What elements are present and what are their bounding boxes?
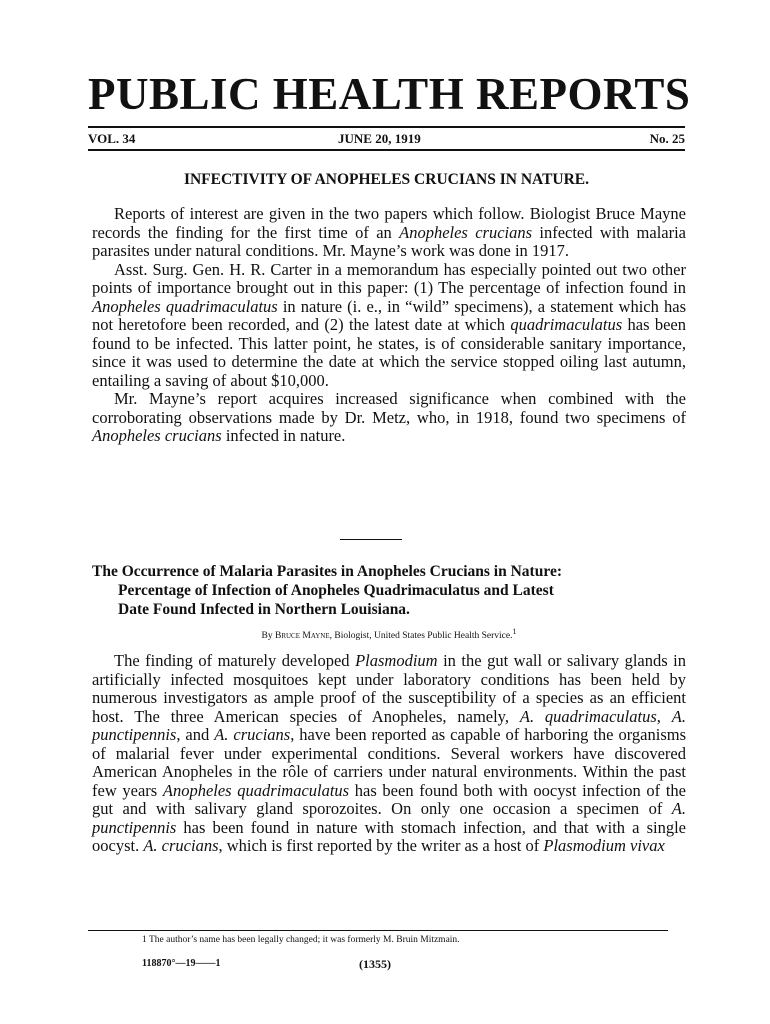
issue-number: No. 25 — [649, 131, 685, 146]
journal-masthead: PUBLIC HEALTH REPORTS — [88, 69, 691, 119]
article1-title: INFECTIVITY OF ANOPHELES CRUCIANS IN NATURE. — [183, 171, 590, 188]
footnote-rule — [88, 930, 668, 931]
masthead-rule-bottom — [88, 149, 685, 151]
issue-info-row — [88, 131, 685, 149]
footnote-marker: 1 — [512, 627, 517, 636]
article2-body — [92, 652, 686, 856]
footnote: 1 The author’s name has been legally changed; it was formerly M. Bruin Mitzmain. — [142, 935, 460, 945]
article1-body — [92, 205, 686, 446]
article2-title-line: Date Found Infected in Northern Louisiana. — [118, 601, 410, 618]
article2-title-line: The Occurrence of Malaria Parasites in Anopheles Crucians in Nature: — [92, 563, 562, 580]
author-byline: By Bruce Mayne, Biologist, United States Public Health Service.$^1$ — [261, 627, 517, 642]
article1-paragraph: Reports of interest are given in the two papers which follow. Biologist Bruce Mayne records the finding for the first time of an Anopheles crucians infected with malaria parasites under natural conditions. Mr. Mayne’s work was done in 1917. — [92, 204, 687, 260]
author-name: Bruce Mayne — [275, 631, 330, 642]
page-number: (1355) — [359, 957, 391, 971]
section-divider — [340, 539, 402, 540]
issue-date: JUNE 20, 1919 — [338, 131, 421, 146]
article2-paragraph: The finding of maturely developed Plasmodium in the gut wall or salivary glands in artificially infected mosquitoes kept under laboratory conditions has been held by numerous investigators as ample proof of the susceptibility of a species as an efficient host. The three American species of Anopheles, namely, A. quadrimaculatus, A. punctipennis, and A. crucians, have been reported as capable of harboring the organisms of malarial fever under experimental conditions. Several workers have discovered American Anopheles in the rôle of carriers under natural environments. Within the past few years Anopheles quadrimaculatus has been found both with oocyst infection of the gut and with salivary gland sporozoites. On only one occasion a specimen of A. punctipennis has been found in nature with stomach infection, and that with a single oocyst. A. crucians, which is first reported by the writer as a host of Plasmodium vivax — [92, 651, 687, 855]
article2-title — [92, 562, 686, 619]
article1-paragraph: Asst. Surg. Gen. H. R. Carter in a memorandum has especially pointed out two other points of importance brought out in this paper: (1) The percentage of infection found in Anopheles quadrimaculatus in nature (i. e., in “wild” specimens), a statement which has not heretofore been recorded, and (2) the latest date at which quadrimaculatus has been found to be infected. This latter point, he states, is of considerable sanitary importance, since it was used to determine the date at which the service stopped oiling last autumn, entailing a saving of about $10,000. — [92, 259, 686, 390]
article1-paragraph: Mr. Mayne’s report acquires increased significance when combined with the corroborating observations made by Dr. Metz, who, in 1918, found two specimens of Anopheles crucians infected in nature. — [92, 389, 686, 445]
volume-label: VOL. 34 — [88, 131, 136, 146]
printing-code: 118870°—19——1 — [142, 958, 221, 969]
masthead-rule-top — [88, 126, 685, 128]
article2-title-line: Percentage of Infection of Anopheles Quadrimaculatus and Latest — [118, 582, 554, 599]
